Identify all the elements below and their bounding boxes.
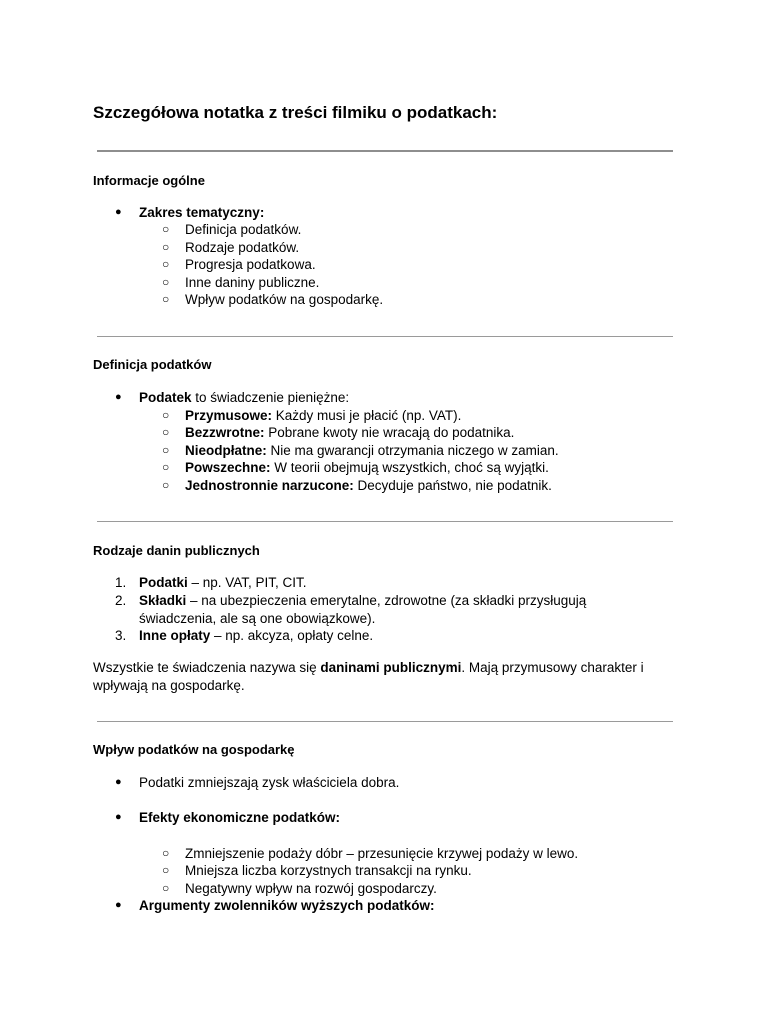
sub-list-item xyxy=(162,442,559,460)
item-text: – np. VAT, PIT, CIT. xyxy=(187,575,307,590)
list-item xyxy=(115,809,341,827)
item-text: – np. akcyza, opłaty celne. xyxy=(210,628,374,643)
circle-marker: ○ xyxy=(162,425,170,439)
bullet-marker: ● xyxy=(115,391,122,403)
divider xyxy=(97,336,673,337)
section-heading-info: Informacje ogólne xyxy=(93,173,205,188)
item-bold: Bezzwrotne: xyxy=(185,425,265,440)
item-bold: Jednostronnie narzucone: xyxy=(185,478,354,493)
divider xyxy=(97,150,673,152)
item-text: – na ubezpieczenia emerytalne, zdrowotne (za składki przysługują świadczenia, ale są one obowiązkowe). xyxy=(139,593,587,626)
sub-list-item xyxy=(162,424,515,442)
bullet-marker: ● xyxy=(115,899,122,911)
sub-list-item xyxy=(162,256,316,274)
para-text: Wszystkie te świadczenia nazywa się xyxy=(93,660,321,675)
sub-list-item xyxy=(162,274,320,292)
item-text: to świadczenie pieniężne: xyxy=(191,390,350,405)
item-bold: Podatek xyxy=(139,390,192,405)
section-heading-impact: Wpływ podatków na gospodarkę xyxy=(93,742,295,757)
item-bold: Powszechne: xyxy=(185,460,271,475)
item-text: Zmniejszenie podaży dóbr – przesunięcie krzywej podaży w lewo. xyxy=(185,846,579,861)
numbered-item xyxy=(115,592,619,627)
item-bold: Składki xyxy=(139,593,187,608)
circle-marker: ○ xyxy=(162,257,170,271)
sub-list-item xyxy=(162,477,552,495)
list-item xyxy=(115,897,435,915)
item-text: W teorii obejmują wszystkich, choć są wyjątki. xyxy=(270,460,549,475)
item-number: 3. xyxy=(115,628,127,643)
item-number: 2. xyxy=(115,593,127,608)
item-text: Nie ma gwarancji otrzymania niczego w zamian. xyxy=(266,443,559,458)
list-item xyxy=(115,774,400,792)
circle-marker: ○ xyxy=(162,275,170,289)
document-title: Szczegółowa notatka z treści filmiku o podatkach: xyxy=(93,103,498,122)
item-text: Pobrane kwoty nie wracają do podatnika. xyxy=(264,425,515,440)
circle-marker: ○ xyxy=(162,863,170,877)
sub-list-item xyxy=(162,845,579,863)
sub-list-item xyxy=(162,880,437,898)
item-bold: Nieodpłatne: xyxy=(185,443,267,458)
item-text: Progresja podatkowa. xyxy=(185,257,316,272)
circle-marker: ○ xyxy=(162,443,170,457)
para-bold: daninami publicznymi xyxy=(320,660,462,675)
bullet-marker: ● xyxy=(115,776,122,788)
circle-marker: ○ xyxy=(162,881,170,895)
item-text: Podatki zmniejszają zysk właściciela dobra. xyxy=(139,775,400,790)
circle-marker: ○ xyxy=(162,408,170,422)
item-bold: Przymusowe: xyxy=(185,408,273,423)
item-text: Definicja podatków. xyxy=(185,222,302,237)
sub-list-item xyxy=(162,407,462,425)
section-heading-definition: Definicja podatków xyxy=(93,357,212,372)
item-bold: Efekty ekonomiczne podatków: xyxy=(139,810,341,825)
sub-list-item xyxy=(162,239,300,257)
numbered-item xyxy=(115,627,374,645)
sub-list-item xyxy=(162,221,302,239)
item-label: Zakres tematyczny: xyxy=(139,205,265,220)
circle-marker: ○ xyxy=(162,240,170,254)
divider xyxy=(97,721,673,722)
sub-list-item xyxy=(162,291,384,309)
paragraph xyxy=(93,659,675,694)
item-text: Każdy musi je płacić (np. VAT). xyxy=(272,408,462,423)
circle-marker: ○ xyxy=(162,292,170,306)
item-bold: Inne opłaty xyxy=(139,628,211,643)
item-text: Wpływ podatków na gospodarkę. xyxy=(185,292,384,307)
sub-list-item xyxy=(162,459,549,477)
bullet-marker: ● xyxy=(115,206,122,218)
bullet-marker: ● xyxy=(115,811,122,823)
para-text: . Mają przymusowy charakter i wpływają na gospodarkę. xyxy=(93,660,644,693)
divider xyxy=(97,521,673,522)
list-item xyxy=(115,389,350,407)
circle-marker: ○ xyxy=(162,222,170,236)
item-number: 1. xyxy=(115,575,127,590)
section-heading-types: Rodzaje danin publicznych xyxy=(93,543,260,558)
numbered-item xyxy=(115,574,307,592)
sub-list-item xyxy=(162,862,472,880)
list-item xyxy=(115,204,265,222)
circle-marker: ○ xyxy=(162,478,170,492)
item-text: Negatywny wpływ na rozwój gospodarczy. xyxy=(185,881,437,896)
item-text: Decyduje państwo, nie podatnik. xyxy=(353,478,552,493)
item-text: Rodzaje podatków. xyxy=(185,240,300,255)
item-text: Inne daniny publiczne. xyxy=(185,275,320,290)
circle-marker: ○ xyxy=(162,460,170,474)
item-bold: Argumenty zwolenników wyższych podatków: xyxy=(139,898,435,913)
circle-marker: ○ xyxy=(162,846,170,860)
item-bold: Podatki xyxy=(139,575,188,590)
item-text: Mniejsza liczba korzystnych transakcji na rynku. xyxy=(185,863,472,878)
